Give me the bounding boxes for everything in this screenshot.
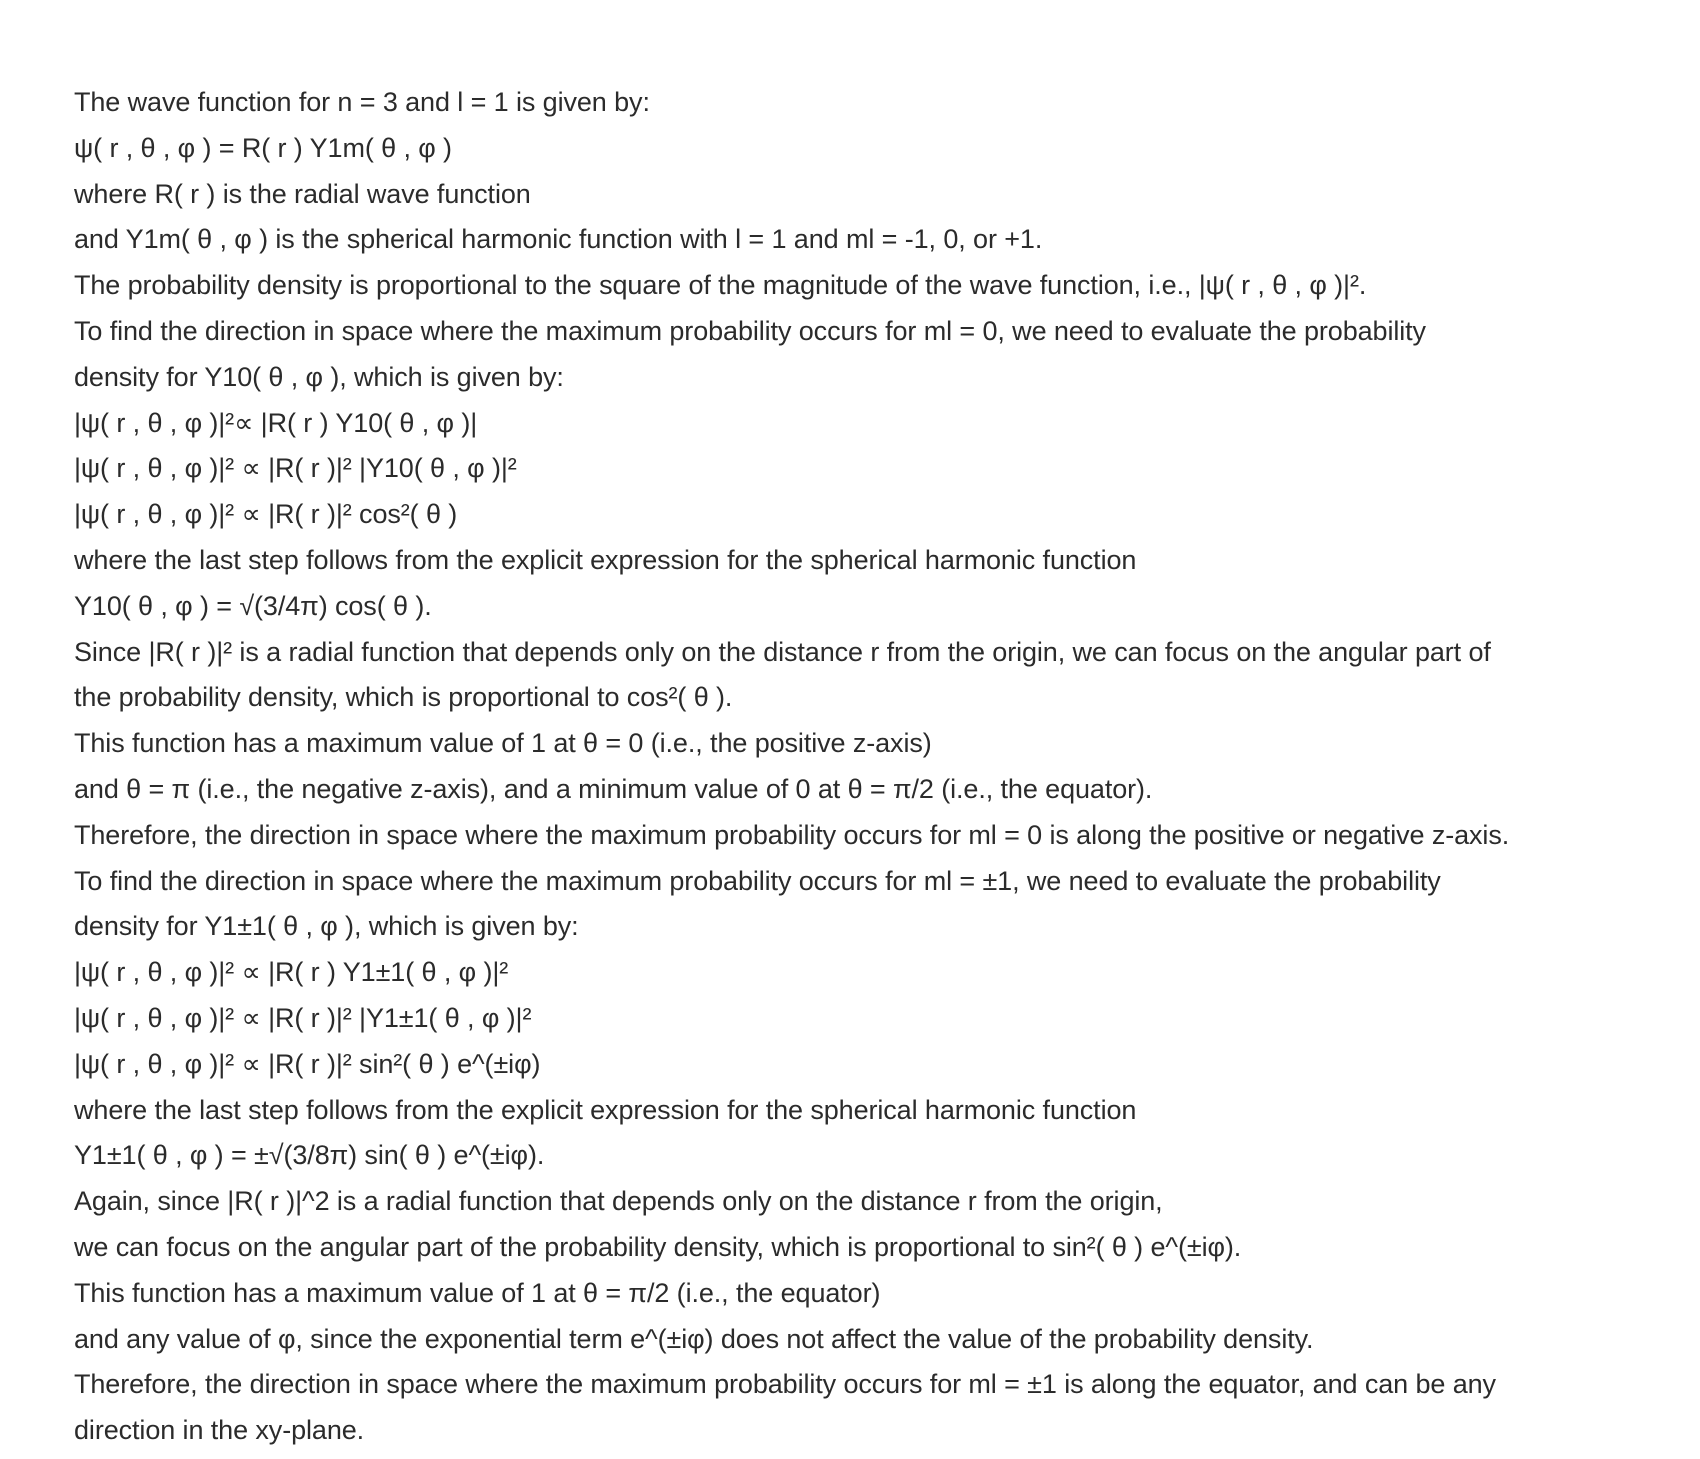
text-line: the probability density, which is proportional to cos²( θ ).: [74, 682, 733, 713]
text-line: Y10( θ , φ ) = √(3/4π) cos( θ ).: [74, 590, 432, 621]
text-line: Y1±1( θ , φ ) = ±√(3/8π) sin( θ ) e^(±iφ).: [74, 1140, 545, 1171]
text-line: |ψ( r , θ , φ )|² ∝ |R( r )|² sin²( θ ) e^(±iφ): [74, 1048, 541, 1079]
text-line: The probability density is proportional to the square of the magnitude of the wave function, i.e., |ψ( r , θ , φ )|².: [74, 270, 1367, 301]
text-line: we can focus on the angular part of the probability density, which is proportional to sin²( θ ) e^(±iφ).: [74, 1231, 1242, 1262]
text-line: Therefore, the direction in space where the maximum probability occurs for ml = 0 is along the positive or negative z-axis.: [74, 819, 1510, 850]
text-line: |ψ( r , θ , φ )|² ∝ |R( r )|² cos²( θ ): [74, 499, 458, 530]
text-line: where the last step follows from the explicit expression for the spherical harmonic function: [74, 544, 1137, 575]
text-line: where R( r ) is the radial wave function: [74, 178, 531, 209]
document-body: [74, 80, 1674, 1454]
text-line: and Y1m( θ , φ ) is the spherical harmonic function with l = 1 and ml = -1, 0, or +1.: [74, 224, 1043, 255]
text-line: Since |R( r )|² is a radial function that depends only on the distance r from the origin, we can focus on the angular part of: [74, 636, 1491, 667]
text-line: where the last step follows from the explicit expression for the spherical harmonic function: [74, 1094, 1137, 1125]
text-line: density for Y1±1( θ , φ ), which is given by:: [74, 911, 579, 942]
text-line: This function has a maximum value of 1 at θ = π/2 (i.e., the equator): [74, 1277, 881, 1308]
text-line: and any value of φ, since the exponential term e^(±iφ) does not affect the value of the probability density.: [74, 1323, 1314, 1354]
text-line: |ψ( r , θ , φ )|² ∝ |R( r ) Y1±1( θ , φ )|²: [74, 957, 509, 988]
text-line: ψ( r , θ , φ ) = R( r ) Y1m( θ , φ ): [74, 132, 452, 163]
text-line: To find the direction in space where the maximum probability occurs for ml = ±1, we need to evaluate the probability: [74, 865, 1441, 896]
text-line: Again, since |R( r )|^2 is a radial function that depends only on the distance r from the origin,: [74, 1186, 1163, 1217]
text-line: direction in the xy-plane.: [74, 1415, 365, 1446]
text-line: |ψ( r , θ , φ )|² ∝ |R( r )|² |Y1±1( θ , φ )|²: [74, 1002, 532, 1033]
text-line: This function has a maximum value of 1 at θ = 0 (i.e., the positive z-axis): [74, 728, 932, 759]
text-line: To find the direction in space where the maximum probability occurs for ml = 0, we need to evaluate the probability: [74, 315, 1426, 346]
text-line: The wave function for n = 3 and l = 1 is given by:: [74, 87, 650, 117]
text-line: Therefore, the direction in space where the maximum probability occurs for ml = ±1 is along the equator, and can be any: [74, 1369, 1496, 1400]
text-line: |ψ( r , θ , φ )|²∝ |R( r ) Y10( θ , φ )|: [74, 407, 478, 438]
text-line: and θ = π (i.e., the negative z-axis), and a minimum value of 0 at θ = π/2 (i.e., the equator).: [74, 773, 1153, 804]
text-line: density for Y10( θ , φ ), which is given by:: [74, 361, 564, 392]
text-line: |ψ( r , θ , φ )|² ∝ |R( r )|² |Y10( θ , φ )|²: [74, 453, 517, 484]
